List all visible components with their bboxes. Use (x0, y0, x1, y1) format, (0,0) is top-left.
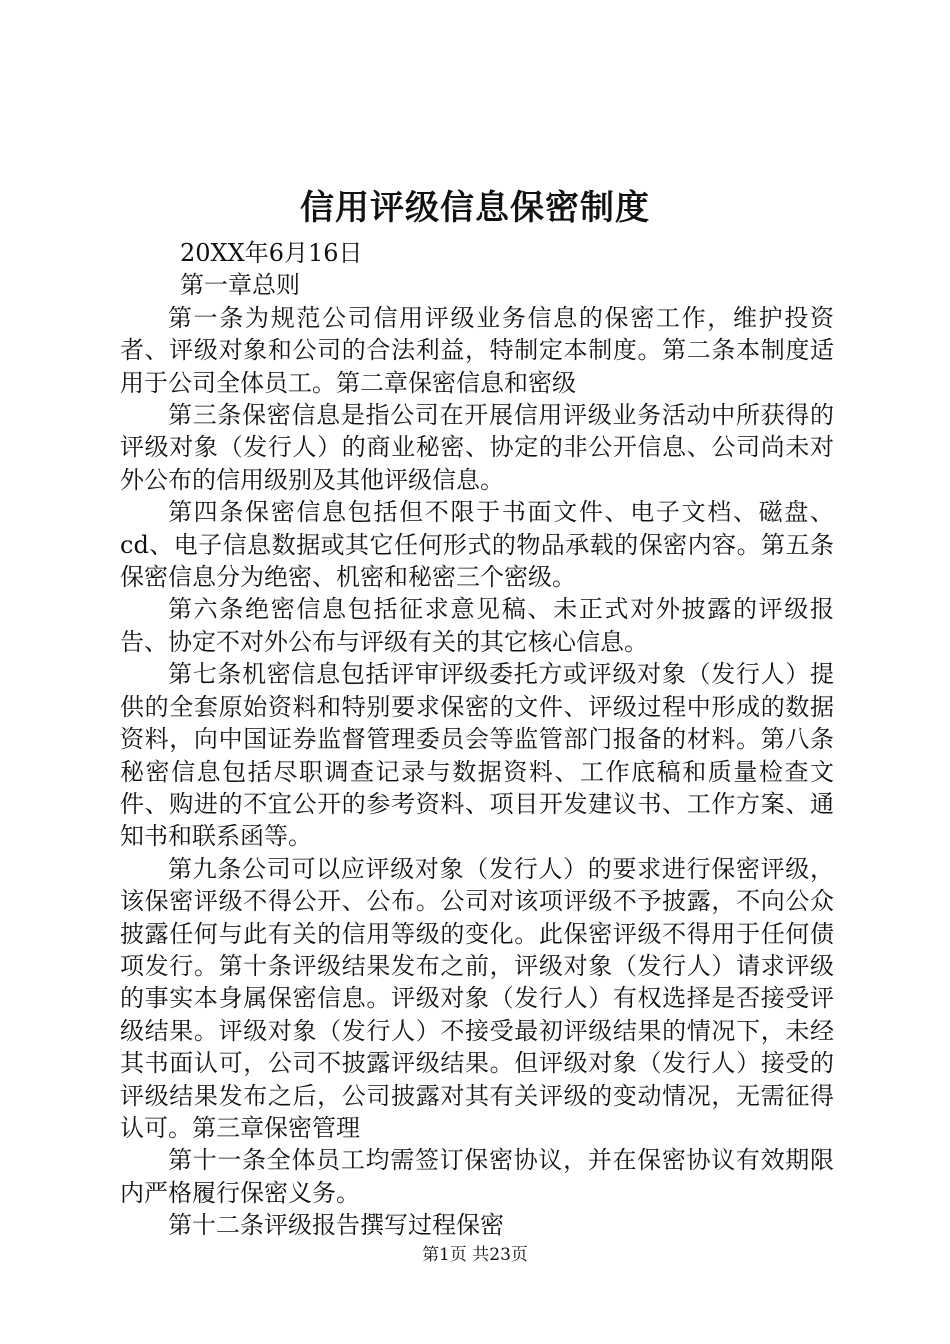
chapter-heading: 第一章总则 (180, 271, 300, 300)
paragraph: 第七条机密信息包括评审评级委托方或评级对象（发行人）提供的全套原始资料和特别要求保密的文件、评级过程中形成的数据资料，向中国证券监督管理委员会等监管部门报备的材料。第八条秘密信息包括尽职调查记录与数据资料、工作底稿和质量检查文件、购进的不宜公开的参考资料、项目开发建议书、工作方案、通知书和联系函等。 (120, 660, 834, 851)
paragraph: 第四条保密信息包括但不限于书面文件、电子文档、磁盘、cd、电子信息数据或其它任何形式的物品承载的保密内容。第五条保密信息分为绝密、机密和秘密三个密级。 (120, 498, 834, 592)
paragraph: 第六条绝密信息包括征求意见稿、未正式对外披露的评级报告、协定不对外公布与评级有关的其它核心信息。 (120, 595, 834, 656)
paragraph: 第一条为规范公司信用评级业务信息的保密工作，维护投资者、评级对象和公司的合法利益，特制定本制度。第二条本制度适用于公司全体员工。第二章保密信息和密级 (120, 303, 834, 397)
document-body (120, 237, 834, 1242)
paragraph: 第十二条评级报告撰写过程保密 (168, 1211, 504, 1240)
paragraph: 第九条公司可以应评级对象（发行人）的要求进行保密评级，该保密评级不得公开、公布。公司对该项评级不予披露，不向公众披露任何与此有关的信用等级的变化。此保密评级不得用于任何债项发行。第十条评级结果发布之前，评级对象（发行人）请求评级的事实本身属保密信息。评级对象（发行人）有权选择是否接受评级结果。评级对象（发行人）不接受最初评级结果的情况下，未经其书面认可，公司不披露评级结果。但评级对象（发行人）接受的评级结果发布之后，公司披露对其有关评级的变动情况，无需征得认可。第三章保密管理 (120, 854, 834, 1142)
document-title: 信用评级信息保密制度 (300, 188, 650, 228)
page-footer: 第1页 共23页 (422, 1245, 528, 1265)
paragraph: 第三条保密信息是指公司在开展信用评级业务活动中所获得的评级对象（发行人）的商业秘密、协定的非公开信息、公司尚未对外公布的信用级别及其他评级信息。 (120, 401, 834, 494)
document-date: 20XX年6月16日 (180, 239, 363, 267)
paragraph: 第十一条全体员工均需签订保密协议，并在保密协议有效期限内严格履行保密义务。 (120, 1146, 834, 1207)
